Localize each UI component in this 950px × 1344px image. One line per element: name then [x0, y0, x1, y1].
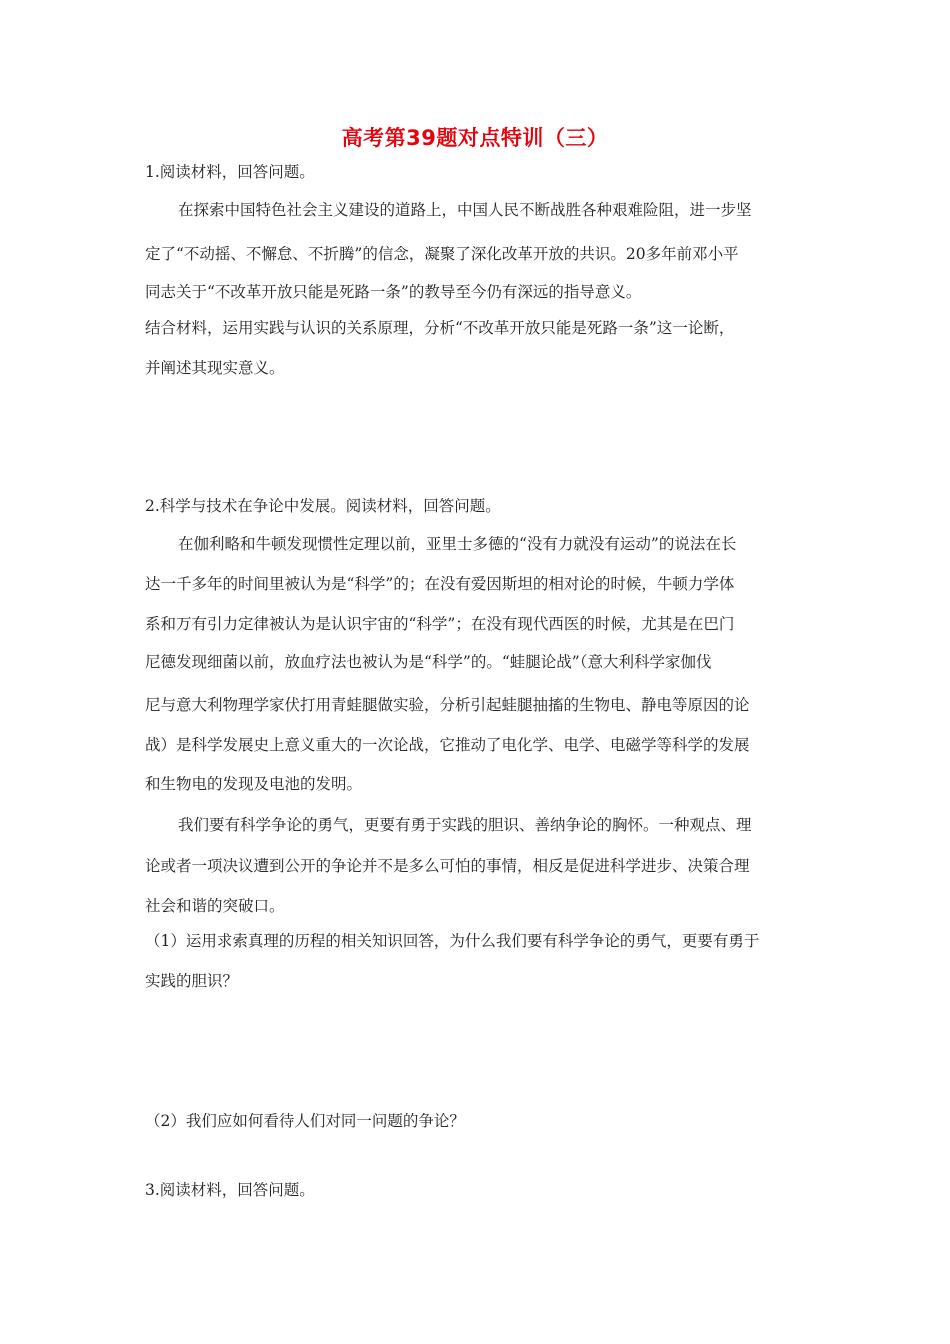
q2-sub2: （2）我们应如何看待人们对同一问题的争论？ — [145, 1112, 465, 1130]
q2-sub1-line: （1）运用求索真理的历程的相关知识回答，为什么我们要有科学争论的勇气，更要有勇于 — [145, 932, 760, 950]
q1-header: 1.阅读材料，回答问题。 — [145, 163, 315, 181]
q2-para1-line: 系和万有引力定律被认为是认识宇宙的“科学”；在没有现代西医的时候，尤其是在巴门 — [145, 615, 735, 633]
q2-para2-line: 社会和谐的突破口。 — [145, 897, 285, 915]
q2-para1-line: 战）是科学发展史上意义重大的一次论战，它推动了电化学、电学、电磁学等科学的发展 — [145, 736, 750, 754]
q2-para2-line: 我们要有科学争论的勇气，更要有勇于实践的胆识、善纳争论的胸怀。一种观点、理 — [178, 816, 752, 834]
q2-para1-line: 尼与意大利物理学家伏打用青蛙腿做实验，分析引起蛙腿抽搐的生物电、静电等原因的论 — [145, 696, 750, 714]
q1-material-line: 同志关于“不改革开放只能是死路一条”的教导至今仍有深远的指导意义。 — [145, 283, 642, 301]
q1-question-line: 结合材料，运用实践与认识的关系原理，分析“不改革开放只能是死路一条”这一论断， — [145, 319, 735, 337]
q2-para1-line: 达一千多年的时间里被认为是“科学”的；在没有爱因斯坦的相对论的时候，牛顿力学体 — [145, 575, 735, 593]
q3-header: 3.阅读材料，回答问题。 — [145, 1181, 315, 1199]
q2-para2-line: 论或者一项决议遭到公开的争论并不是多么可怕的事情，相反是促进科学进步、决策合理 — [145, 857, 750, 875]
q1-material-line: 定了“不动摇、不懈怠、不折腾”的信念，凝聚了深化改革开放的共识。20多年前邓小平 — [145, 245, 739, 263]
q2-para1-line: 尼德发现细菌以前，放血疗法也被认为是“科学”的。“蛙腿论战”（意大利科学家伽伐 — [145, 653, 712, 671]
q2-header: 2.科学与技术在争论中发展。阅读材料，回答问题。 — [145, 497, 501, 515]
page-title: 高考第39题对点特训（三） — [341, 126, 609, 150]
q1-material-line: 在探索中国特色社会主义建设的道路上，中国人民不断战胜各种艰难险阻，进一步坚 — [178, 201, 752, 219]
q2-sub1-line: 实践的胆识？ — [145, 972, 239, 990]
q2-para1-line: 在伽利略和牛顿发现惯性定理以前，亚里士多德的“没有力就没有运动”的说法在长 — [178, 535, 737, 553]
q2-para1-line: 和生物电的发现及电池的发明。 — [145, 775, 363, 793]
q1-question-line: 并阐述其现实意义。 — [145, 359, 285, 377]
